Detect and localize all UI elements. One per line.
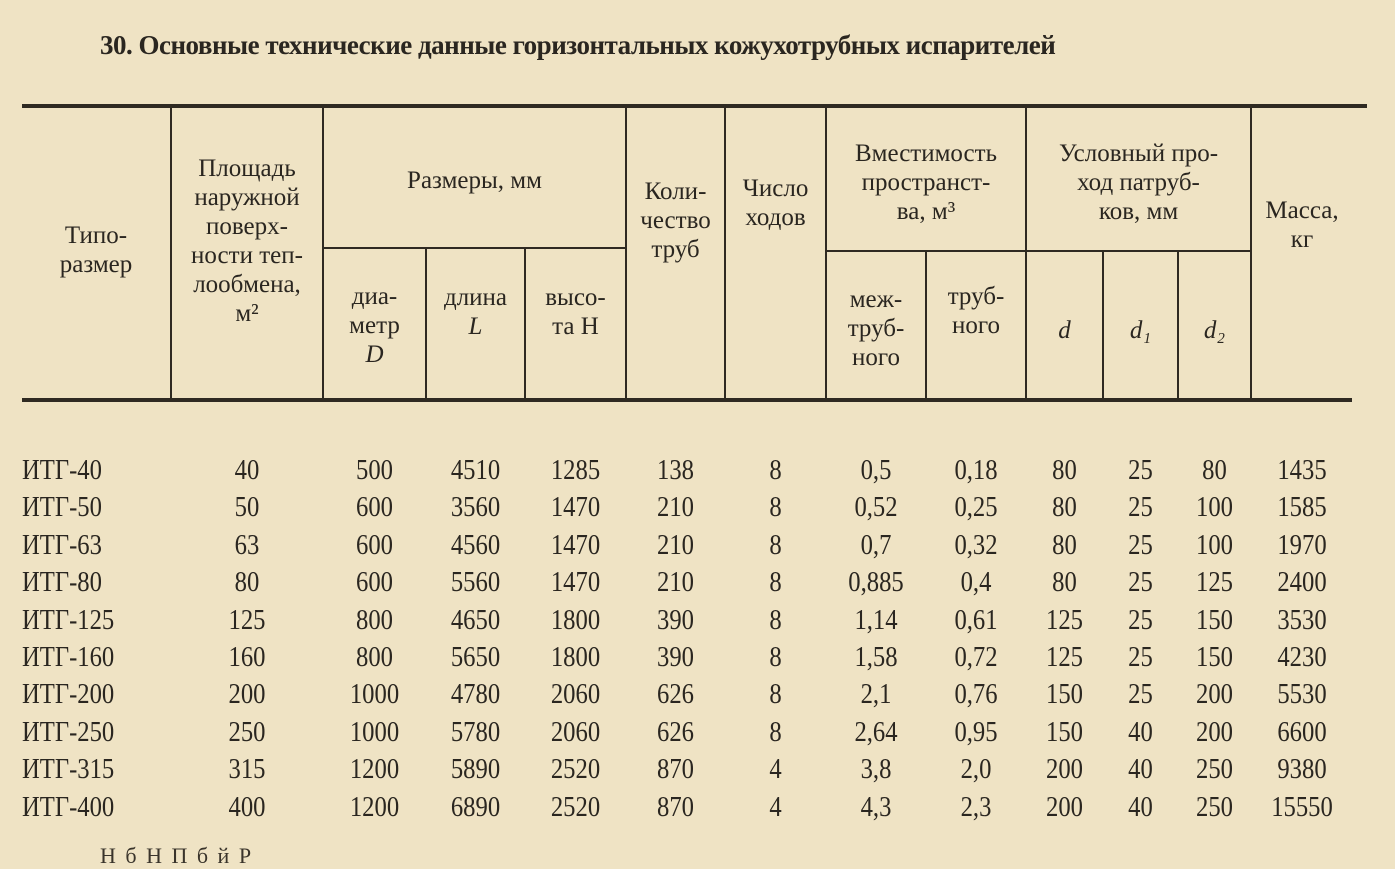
cell-tubes: 390	[657, 642, 694, 673]
cell-area: 50	[234, 492, 260, 524]
cell-length: 4780	[450, 679, 501, 711]
cell-diameter: 1000	[349, 716, 400, 748]
cell-passes: 8	[769, 642, 782, 673]
cell-mass: 5530	[1277, 679, 1327, 711]
cell-mass: 9380	[1277, 754, 1327, 786]
table-row	[0, 564, 1395, 601]
cell-nozzle-d: 80	[1052, 492, 1077, 524]
header-type: Типо-размер	[59, 222, 133, 278]
cell-tubes: 138	[657, 455, 694, 486]
cell-mass: 3530	[1277, 604, 1327, 636]
cell-capacity-tube: 0,32	[954, 529, 998, 561]
header-height: высо- та H	[545, 284, 606, 340]
cell-tubes: 210	[657, 529, 694, 561]
cell-passes: 8	[769, 455, 782, 486]
cell-area: 400	[228, 791, 266, 823]
cell-nozzle-d2: 200	[1196, 679, 1233, 711]
header-passes: Число ходов	[742, 175, 809, 231]
header-d2: d₂	[1203, 316, 1226, 344]
cell-type: ИТГ-400	[22, 791, 115, 823]
cell-type: ИТГ-40	[22, 455, 102, 486]
col-divider-6	[724, 108, 726, 398]
table-row	[0, 489, 1395, 526]
footer-text-fragment: Н б Н П б й Р	[100, 843, 254, 868]
cell-nozzle-d1: 25	[1128, 604, 1153, 636]
cell-nozzle-d2: 150	[1196, 604, 1233, 636]
cell-type: ИТГ-315	[22, 754, 115, 786]
cell-nozzle-d1: 25	[1128, 529, 1153, 561]
cell-nozzle-d: 80	[1052, 567, 1077, 599]
cell-area: 250	[228, 716, 266, 748]
header-tubes: Коли- чество труб	[640, 177, 711, 263]
cell-diameter: 500	[356, 455, 393, 486]
cell-tubes: 626	[657, 679, 694, 711]
cell-tubes: 626	[657, 716, 694, 748]
cell-diameter: 600	[356, 492, 393, 524]
cell-passes: 8	[769, 679, 782, 711]
cell-capacity-inter-tube: 4,3	[860, 791, 892, 823]
table-row	[0, 676, 1395, 713]
cell-length: 4560	[450, 529, 501, 561]
cell-diameter: 1200	[349, 791, 400, 823]
cell-capacity-tube: 0,18	[954, 455, 998, 486]
cell-nozzle-d: 150	[1046, 679, 1083, 711]
header-nozzle-group: Условный про- ход патруб- ков, мм	[1058, 140, 1219, 225]
cell-length: 5780	[450, 716, 501, 748]
cell-type: ИТГ-160	[22, 642, 115, 673]
cell-nozzle-d: 200	[1046, 754, 1083, 786]
cell-nozzle-d1: 40	[1128, 754, 1153, 786]
cell-type: ИТГ-250	[22, 716, 115, 748]
cell-area: 80	[234, 567, 260, 599]
cell-height: 1285	[550, 455, 601, 486]
cell-nozzle-d2: 80	[1202, 455, 1227, 486]
cell-capacity-tube: 0,25	[954, 492, 998, 524]
cell-length: 3560	[450, 492, 501, 524]
cell-height: 2520	[550, 791, 601, 823]
cell-capacity-inter-tube: 1,14	[854, 604, 898, 636]
table-row	[0, 527, 1395, 564]
cell-capacity-inter-tube: 2,1	[860, 679, 892, 711]
cell-tubes: 870	[657, 791, 694, 823]
cell-capacity-tube: 2,3	[960, 791, 992, 823]
cell-area: 200	[228, 679, 266, 711]
cell-nozzle-d1: 25	[1128, 642, 1153, 673]
cell-diameter: 600	[356, 529, 393, 561]
table-top-rule	[22, 104, 1367, 108]
header-d1: d₁	[1129, 316, 1152, 344]
cell-capacity-tube: 0,4	[960, 567, 992, 599]
cell-area: 40	[234, 455, 260, 486]
cell-capacity-inter-tube: 0,52	[854, 492, 898, 524]
cell-nozzle-d2: 100	[1196, 529, 1233, 561]
subheader-rule-dims	[322, 247, 626, 249]
cell-capacity-tube: 2,0	[960, 754, 992, 786]
cell-capacity-inter-tube: 0,5	[860, 455, 892, 486]
cell-diameter: 1200	[349, 754, 400, 786]
cell-height: 1470	[550, 567, 601, 599]
cell-passes: 4	[769, 754, 782, 786]
cell-type: ИТГ-125	[22, 604, 115, 636]
cell-mass: 15550	[1271, 791, 1333, 823]
cell-type: ИТГ-50	[22, 492, 102, 524]
cell-height: 2520	[550, 754, 601, 786]
cell-nozzle-d1: 25	[1128, 567, 1153, 599]
header-bottom-rule	[22, 398, 1352, 402]
cell-nozzle-d1: 40	[1128, 791, 1153, 823]
cell-nozzle-d: 200	[1046, 791, 1083, 823]
cell-length: 5560	[450, 567, 501, 599]
header-inter-tube: меж- труб- ного	[847, 285, 905, 371]
cell-nozzle-d: 125	[1046, 642, 1083, 673]
header-area: Площадь наружной поверх- ности теп- лообмена, м²	[191, 155, 303, 327]
cell-type: ИТГ-200	[22, 679, 115, 711]
cell-nozzle-d: 150	[1046, 716, 1083, 748]
table-row	[0, 602, 1395, 639]
cell-height: 2060	[550, 679, 601, 711]
cell-nozzle-d2: 250	[1196, 754, 1233, 786]
header-mass: Масса, кг	[1265, 197, 1339, 253]
cell-height: 1800	[550, 604, 601, 636]
cell-tubes: 390	[657, 604, 694, 636]
cell-nozzle-d1: 25	[1128, 455, 1153, 486]
table-row	[0, 452, 1395, 489]
cell-passes: 8	[769, 492, 782, 524]
cell-capacity-inter-tube: 2,64	[854, 716, 898, 748]
table-title: 30. Основные технические данные горизонтальных кожухотрубных испарителей	[100, 30, 1056, 60]
header-dims-group: Размеры, мм	[407, 166, 542, 194]
cell-mass: 6600	[1277, 716, 1327, 748]
cell-area: 63	[234, 529, 260, 561]
cell-diameter: 1000	[349, 679, 400, 711]
cell-length: 6890	[450, 791, 501, 823]
cell-capacity-tube: 0,76	[954, 679, 998, 711]
cell-capacity-inter-tube: 1,58	[854, 642, 898, 673]
cell-nozzle-d2: 250	[1196, 791, 1233, 823]
cell-capacity-tube: 0,61	[954, 604, 998, 636]
cell-capacity-inter-tube: 3,8	[860, 754, 892, 786]
table-row	[0, 714, 1395, 751]
cell-diameter: 800	[356, 604, 393, 636]
cell-nozzle-d: 125	[1046, 604, 1083, 636]
header-diameter: диа- метр D	[349, 282, 400, 368]
cell-passes: 8	[769, 567, 782, 599]
cell-capacity-inter-tube: 0,885	[848, 567, 904, 599]
table-row	[0, 751, 1395, 788]
cell-length: 5650	[450, 642, 501, 673]
header-tube: труб- ного	[947, 283, 1005, 339]
cell-passes: 8	[769, 529, 782, 561]
header-capacity-group: Вместимость пространст- ва, м³	[855, 140, 997, 225]
cell-type: ИТГ-80	[22, 567, 102, 599]
cell-passes: 8	[769, 604, 782, 636]
cell-nozzle-d1: 25	[1128, 492, 1153, 524]
cell-diameter: 800	[356, 642, 393, 673]
cell-diameter: 600	[356, 567, 393, 599]
cell-mass: 1585	[1277, 492, 1327, 524]
cell-nozzle-d2: 100	[1196, 492, 1233, 524]
table-row	[0, 639, 1395, 676]
cell-capacity-tube: 0,72	[954, 642, 998, 673]
cell-height: 1470	[550, 492, 601, 524]
cell-length: 5890	[450, 754, 501, 786]
subheader-rule-capacity-nozzles	[826, 250, 1252, 252]
cell-length: 4510	[450, 455, 501, 486]
table-row	[0, 789, 1395, 826]
cell-height: 2060	[550, 716, 601, 748]
cell-mass: 4230	[1277, 642, 1327, 673]
cell-capacity-tube: 0,95	[954, 716, 998, 748]
cell-nozzle-d2: 125	[1196, 567, 1233, 599]
cell-nozzle-d1: 25	[1128, 679, 1153, 711]
cell-tubes: 870	[657, 754, 694, 786]
cell-height: 1800	[550, 642, 601, 673]
cell-type: ИТГ-63	[22, 529, 102, 561]
cell-mass: 1435	[1277, 455, 1327, 486]
cell-mass: 2400	[1277, 567, 1327, 599]
cell-length: 4650	[450, 604, 501, 636]
header-length: длина L	[443, 284, 508, 340]
cell-nozzle-d1: 40	[1128, 716, 1153, 748]
cell-area: 125	[228, 604, 266, 636]
cell-area: 160	[228, 642, 266, 673]
cell-nozzle-d2: 200	[1196, 716, 1233, 748]
cell-height: 1470	[550, 529, 601, 561]
cell-passes: 4	[769, 791, 782, 823]
cell-tubes: 210	[657, 567, 694, 599]
cell-nozzle-d2: 150	[1196, 642, 1233, 673]
header-d: d	[1058, 316, 1071, 344]
cell-passes: 8	[769, 716, 782, 748]
cell-nozzle-d: 80	[1052, 455, 1077, 486]
cell-mass: 1970	[1277, 529, 1327, 561]
cell-tubes: 210	[657, 492, 694, 524]
cell-nozzle-d: 80	[1052, 529, 1077, 561]
cell-capacity-inter-tube: 0,7	[860, 529, 892, 561]
cell-area: 315	[228, 754, 266, 786]
